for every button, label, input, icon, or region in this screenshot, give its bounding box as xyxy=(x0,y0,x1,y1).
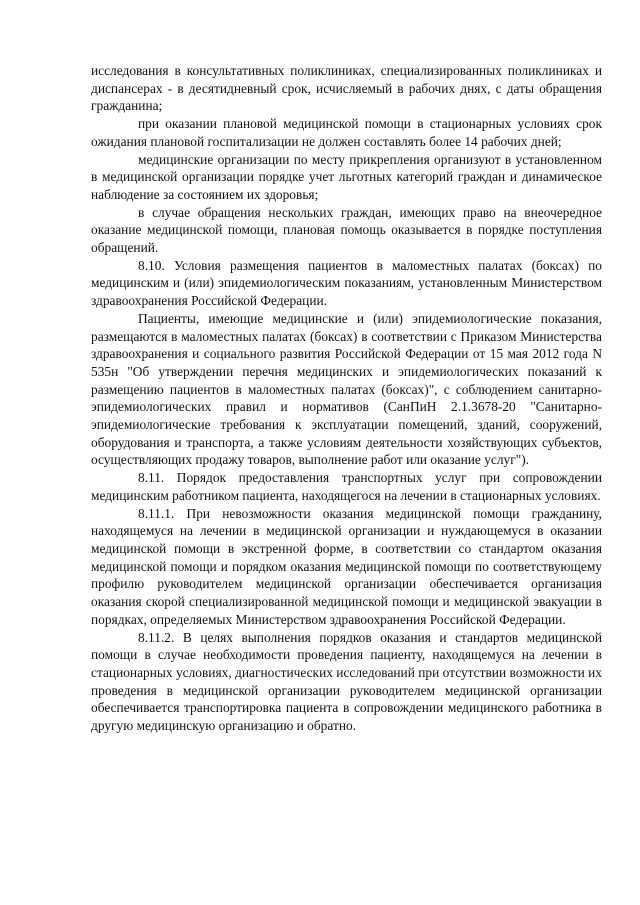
paragraph-privileged-categories: медицинские организации по месту прикрепления организуют в установленном в медицинской организации порядке учет льготных категорий граждан и динамическое наблюдение за состоянием их здоровья; xyxy=(91,151,602,202)
paragraph-planned-hospitalization: при оказании плановой медицинской помощи в стационарных условиях срок ожидания плановой госпитализации не должен составлять более 14 рабочих дней; xyxy=(91,116,602,149)
document-body xyxy=(91,62,602,735)
section-8-11-2-paragraph: 8.11.2. В целях выполнения порядков оказания и стандартов медицинской помощи в случае необходимости проведения пациенту, находящемуся на лечении в стационарных условиях, диагностических исследований при отсутствии возможности их проведения в медицинской организации руководителем медицинской организации обеспечивается транспортировка пациента в сопровождении медицинского работника в другую медицинскую организацию и обратно. xyxy=(91,629,602,734)
paragraph-priority-order: в случае обращения нескольких граждан, имеющих право на внеочередное оказание медицинской помощи, плановая помощь оказывается в порядке поступления обращений. xyxy=(91,204,602,256)
paragraph-waiting-time-consultations: исследования в консультативных поликлиниках, специализированных поликлиниках и диспансерах - в десятидневный срок, исчисляемый в рабочих днях, с даты обращения гражданина; xyxy=(91,63,602,114)
section-8-11-1-paragraph: 8.11.1. При невозможности оказания медицинской помощи гражданину, находящемуся на лечении в медицинской организации и нуждающемуся в оказании медицинской помощи в экстренной форме, в соответствии со стандартом оказания медицинской помощи и порядком оказания медицинской помощи по соответствующему профилю руководителем медицинской организации обеспечивается организация оказания скорой специализированной медицинской помощи и медицинской эвакуации в порядках, определяемых Министерством здравоохранения Российской Федерации. xyxy=(91,505,602,627)
paragraph-small-wards-placement: Пациенты, имеющие медицинские и (или) эпидемиологические показания, размещаются в маломестных палатах (боксах) в соответствии с Приказом Министерства здравоохранения и социального развития Российской Федерации от 15 мая 2012 года N 535н "Об утверждении перечня медицинских и эпидемиологических показаний к размещению пациентов в маломестных палатах (боксах)", с соблюдением санитарно-эпидемиологических правил и нормативов (СанПиН 2.1.3678-20 "Санитарно-эпидемиологические требования к эксплуатации помещений, зданий, сооружений, оборудования и транспорта, а также условиям деятельности хозяйствующих субъектов, осуществляющих продажу товаров, выполнение работ или оказание услуг"). xyxy=(91,310,602,468)
section-8-10-heading: 8.10. Условия размещения пациентов в маломестных палатах (боксах) по медицинским и (или) эпидемиологическим показаниям, установленным Министерством здравоохранения Российской Федерации. xyxy=(91,257,602,309)
section-8-11-heading: 8.11. Порядок предоставления транспортных услуг при сопровождении медицинским работником пациента, находящегося на лечении в стационарных условиях. xyxy=(91,470,602,503)
